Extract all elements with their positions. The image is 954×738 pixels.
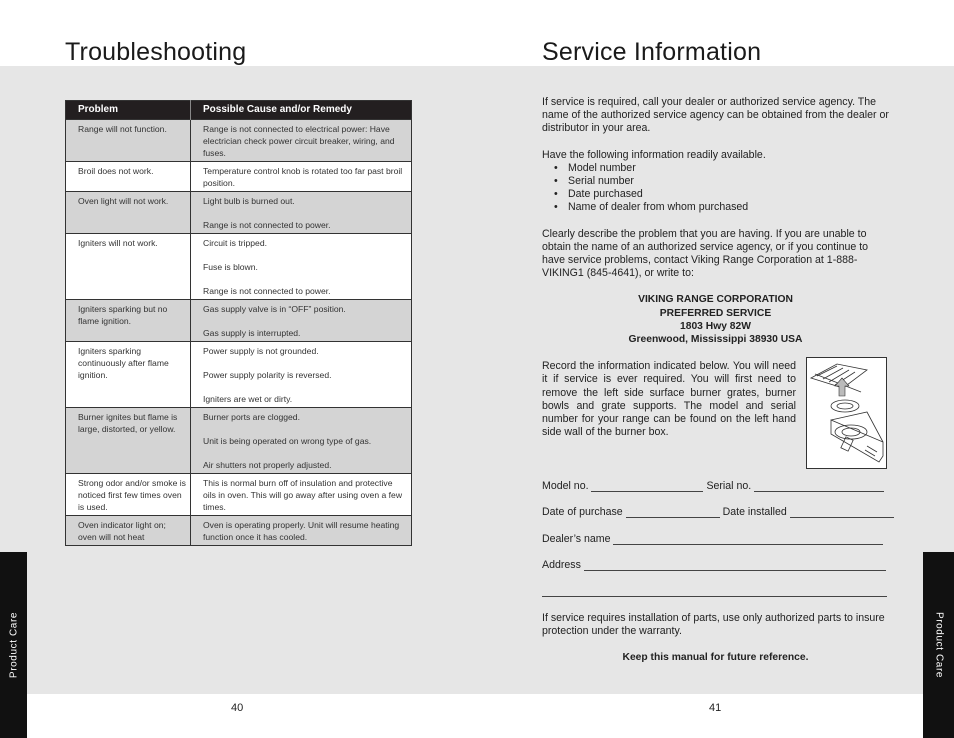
info-lead: Have the following information readily available. — [542, 148, 766, 161]
record-paragraph: Record the information indicated below. You will need it if service is ever required. You will first need to remove the left side surface burner grates, burner bowls and grate supports. The model and serial number for your range can be found on the left hand side wall of the burner box. — [542, 360, 796, 439]
column-header-remedy: Possible Cause and/or Remedy — [191, 101, 412, 120]
burner-box-diagram — [806, 357, 887, 469]
table-row — [66, 300, 412, 342]
address-line: Greenwood, Mississippi 38930 USA — [628, 334, 803, 346]
address-row — [542, 559, 886, 571]
remedy-text: Circuit is tripped. — [203, 238, 267, 248]
problem-cell: Burner ignites but flame is large, distorted, or yellow. — [66, 408, 191, 474]
remedy-text: Range is not connected to electrical power: Have electrician check power circuit breaker, wiring, and fuses. — [203, 124, 395, 158]
remedy-cell — [191, 342, 412, 408]
remedy-text: Oven is operating properly. Unit will resume heating function once it has cooled. — [203, 520, 400, 542]
mailing-address — [542, 293, 889, 346]
model-label: Model no. — [542, 480, 589, 492]
problem-cell: Igniters sparking but no flame ignition. — [66, 300, 191, 342]
side-tab-left — [0, 552, 27, 738]
side-tab-label: Product Care — [8, 611, 19, 679]
describe-paragraph: Clearly describe the problem that you are having. If you are unable to obtain the name of an authorized service agency, or if you continue to have service problems, contact Viking Range Corporation at 1-888-VIKING1 (845-4641), or write to: — [542, 227, 869, 280]
table-row — [66, 474, 412, 516]
remedy-text: Air shutters not properly adjusted. — [203, 460, 332, 470]
table-row — [66, 516, 412, 546]
address-label: Address — [542, 559, 581, 571]
remedy-text: Igniters are wet or dirty. — [203, 394, 293, 404]
remedy-text: Range is not connected to power. — [203, 220, 331, 230]
serial-label: Serial no. — [706, 480, 752, 492]
problem-cell: Oven indicator light on; oven will not heat — [66, 516, 191, 546]
date-purchase-field[interactable] — [626, 507, 720, 518]
list-item: • Model number — [542, 162, 889, 175]
side-tab-label: Product Care — [933, 611, 944, 679]
remedy-text: Fuse is blown. — [203, 262, 258, 272]
troubleshooting-table — [65, 100, 412, 546]
dealer-name-field[interactable] — [613, 534, 883, 545]
remedy-text: Unit is being operated on wrong type of gas. — [203, 436, 372, 446]
problem-cell: Igniters sparking continuously after flame ignition. — [66, 342, 191, 408]
list-item: • Name of dealer from whom purchased — [542, 201, 889, 214]
table-row — [66, 342, 412, 408]
service-intro: If service is required, call your dealer or authorized service agency. The name of the authorized service agency can be obtained from the dealer or distributor in your area. — [542, 96, 889, 135]
remedy-text: Temperature control knob is rotated too far past broil position. — [203, 166, 403, 188]
table-row — [66, 120, 412, 162]
address-line: PREFERRED SERVICE — [659, 307, 772, 319]
address-line: 1803 Hwy 82W — [680, 320, 751, 332]
remedy-text: Power supply is not grounded. — [203, 346, 319, 356]
table-row — [66, 234, 412, 300]
problem-cell: Igniters will not work. — [66, 234, 191, 300]
side-tab-right — [923, 552, 954, 738]
remedy-cell — [191, 234, 412, 300]
table-row — [66, 162, 412, 192]
remedy-text: Range is not connected to power. — [203, 286, 331, 296]
troubleshooting-title: Troubleshooting — [65, 38, 247, 66]
serial-number-field[interactable] — [754, 481, 884, 492]
page-number-left: 40 — [231, 702, 244, 714]
remedy-cell — [191, 120, 412, 162]
date-installed-label: Date installed — [722, 506, 787, 518]
service-information-title: Service Information — [542, 38, 762, 66]
table-body — [66, 120, 412, 546]
page-number-right: 41 — [709, 702, 722, 714]
dealer-row — [542, 533, 883, 545]
dealer-label: Dealer’s name — [542, 533, 611, 545]
remedy-text: Power supply polarity is reversed. — [203, 370, 332, 380]
remedy-text: Gas supply valve is in “OFF” position. — [203, 304, 346, 314]
problem-cell: Range will not function. — [66, 120, 191, 162]
dates-row — [542, 506, 894, 518]
remedy-cell — [191, 516, 412, 546]
remedy-text: This is normal burn off of insulation and protective oils in oven. This will go away after using oven a few times. — [203, 478, 403, 512]
problem-cell: Oven light will not work. — [66, 192, 191, 234]
table-row — [66, 408, 412, 474]
address-field[interactable] — [584, 560, 886, 571]
remedy-text: Gas supply is interrupted. — [203, 328, 301, 338]
model-number-field[interactable] — [591, 481, 703, 492]
remedy-cell — [191, 162, 412, 192]
remedy-cell — [191, 408, 412, 474]
parts-note: If service requires installation of parts, use only authorized parts to insure protection under the warranty. — [542, 612, 885, 638]
burner-box-illustration — [807, 358, 886, 468]
address-field-2[interactable] — [542, 586, 887, 597]
date-installed-field[interactable] — [790, 507, 894, 518]
problem-cell: Strong odor and/or smoke is noticed first few times oven is used. — [66, 474, 191, 516]
table-row — [66, 192, 412, 234]
model-serial-row — [542, 480, 884, 492]
info-list — [542, 162, 889, 215]
remedy-cell — [191, 300, 412, 342]
column-header-problem: Problem — [66, 101, 191, 120]
remedy-text: Burner ports are clogged. — [203, 412, 300, 422]
list-item: • Serial number — [542, 175, 889, 188]
remedy-cell — [191, 474, 412, 516]
address-row-2 — [542, 585, 887, 597]
address-line: VIKING RANGE CORPORATION — [638, 294, 793, 306]
list-item: • Date purchased — [542, 188, 889, 201]
remedy-cell — [191, 192, 412, 234]
date-purchase-label: Date of purchase — [542, 506, 623, 518]
problem-cell: Broil does not work. — [66, 162, 191, 192]
keep-manual-note: Keep this manual for future reference. — [622, 652, 809, 663]
remedy-text: Light bulb is burned out. — [203, 196, 295, 206]
